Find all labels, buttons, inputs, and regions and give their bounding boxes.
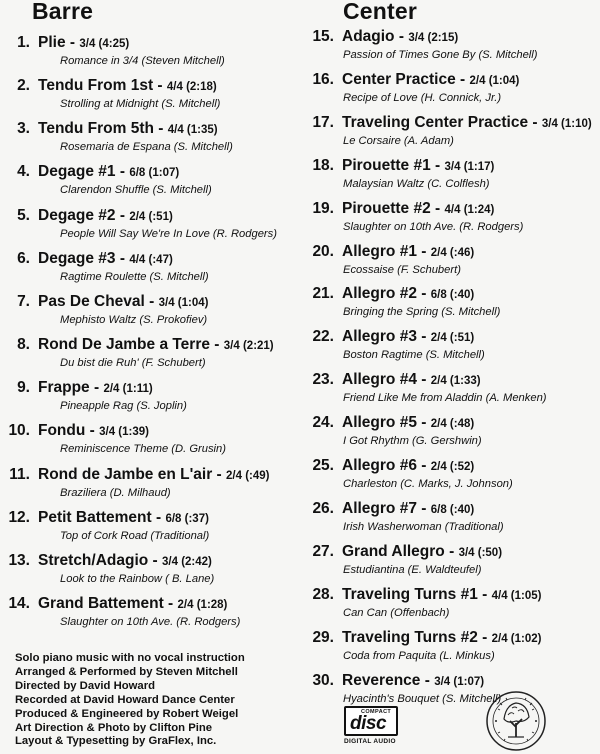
track-separator: - <box>416 242 431 260</box>
track-name: Allegro #1 <box>342 242 417 260</box>
track-separator: - <box>115 163 130 181</box>
track-meter-duration: 3/4 (1:39) <box>99 426 149 439</box>
track-title-line <box>312 541 502 563</box>
track-row <box>312 541 502 581</box>
track-piece-composer: Le Corsaire (A. Adam) <box>343 134 454 147</box>
track-separator: - <box>477 585 492 603</box>
track-title-line <box>312 584 541 606</box>
track-name: Pas De Cheval <box>38 292 145 310</box>
track-title-line <box>312 326 485 348</box>
track-piece-composer: Irish Washerwoman (Traditional) <box>343 520 504 533</box>
credit-line: Arranged & Performed by Steven Mitchell <box>15 665 238 678</box>
track-piece-composer: Romance in 3/4 (Steven Mitchell) <box>60 55 225 67</box>
track-row <box>4 420 226 460</box>
track-number: 14. <box>8 594 30 612</box>
track-piece-composer: Friend Like Me from Aladdin (A. Menken) <box>343 392 547 405</box>
track-name: Rond De Jambe a Terre <box>38 336 210 354</box>
track-meter-duration: 2/4 (:46) <box>430 246 475 259</box>
track-row <box>4 75 220 115</box>
track-name: Grand Allegro <box>342 542 445 560</box>
track-number: 13. <box>8 551 30 569</box>
track-number: 1. <box>17 34 30 51</box>
track-title-line <box>312 112 592 134</box>
track-name: Frappe <box>38 379 90 397</box>
track-row <box>4 161 212 201</box>
track-separator: - <box>85 422 100 440</box>
track-separator: - <box>416 371 431 389</box>
track-piece-composer: Bringing the Spring (S. Mitchell) <box>343 306 501 319</box>
track-meter-duration: 4/4 (1:05) <box>491 589 542 602</box>
track-title-line <box>312 69 519 91</box>
track-meter-duration: 4/4 (2:18) <box>166 81 217 94</box>
track-piece-composer: Rosemaria de Espana (S. Mitchell) <box>60 141 233 154</box>
track-meter-duration: 3/4 (2:42) <box>162 555 212 568</box>
track-number: 19. <box>312 199 334 217</box>
track-meter-duration: 2/4 (1:02) <box>491 632 542 645</box>
track-meter-duration: 3/4 (1:17) <box>444 160 495 173</box>
track-name: Adagio <box>342 28 395 45</box>
track-meter-duration: 2/4 (:52) <box>430 461 475 473</box>
track-number: 12. <box>8 508 30 526</box>
track-number: 18. <box>312 156 334 174</box>
track-name: Allegro #7 <box>342 499 417 517</box>
track-name: Stretch/Adagio <box>38 551 149 569</box>
track-separator: - <box>115 249 130 267</box>
credits-block <box>15 652 245 749</box>
track-title-line <box>4 75 220 97</box>
track-separator: - <box>210 336 224 354</box>
track-name: Degage #3 <box>38 249 116 267</box>
track-piece-composer: Ecossaise (F. Schubert) <box>343 263 461 276</box>
track-name: Degage #1 <box>38 163 116 181</box>
track-separator: - <box>416 457 431 474</box>
track-title-line <box>4 291 208 313</box>
track-separator: - <box>455 70 470 88</box>
track-row <box>312 627 541 667</box>
track-name: Rond de Jambe en L'air <box>38 465 213 483</box>
track-row <box>312 69 519 109</box>
track-name: Traveling Turns #2 <box>342 628 478 646</box>
track-piece-composer: Estudiantina (E. Waldteufel) <box>343 563 482 576</box>
track-number: 20. <box>312 242 334 260</box>
track-number: 21. <box>312 285 334 303</box>
track-piece-composer: Braziliera (D. Milhaud) <box>60 486 171 499</box>
compact-disc-logo-box <box>344 706 398 736</box>
track-number: 16. <box>312 70 334 88</box>
track-name: Tendu From 5th <box>38 120 154 138</box>
track-title-line <box>4 248 209 270</box>
track-row <box>4 118 233 158</box>
track-name: Plie <box>38 34 66 51</box>
track-name: Pirouette #1 <box>342 156 431 174</box>
track-name: Allegro #4 <box>342 371 417 389</box>
track-piece-composer: Top of Cork Road (Traditional) <box>60 529 210 542</box>
track-row <box>312 326 485 366</box>
track-number: 22. <box>312 328 334 346</box>
track-name: Tendu From 1st <box>38 77 154 95</box>
track-name: Reverence <box>342 671 421 689</box>
track-separator: - <box>153 77 167 95</box>
track-meter-duration: 3/4 (1:10) <box>541 117 592 130</box>
track-separator: - <box>420 671 435 689</box>
track-title-line <box>312 283 500 305</box>
track-meter-duration: 2/4 (1:04) <box>469 74 520 87</box>
track-name: Allegro #5 <box>342 414 417 432</box>
track-title-line <box>312 670 501 692</box>
track-piece-composer: Can Can (Offenbach) <box>343 606 450 619</box>
track-title-line <box>4 334 274 356</box>
track-title-line <box>4 420 226 442</box>
track-row <box>4 334 274 374</box>
track-piece-composer: Malaysian Waltz (C. Colflesh) <box>343 177 490 190</box>
track-name: Traveling Turns #1 <box>342 585 478 603</box>
track-separator: - <box>416 414 431 432</box>
track-row <box>4 593 240 633</box>
track-piece-composer: Look to the Rainbow ( B. Lane) <box>60 572 215 585</box>
track-number: 15. <box>312 28 334 45</box>
track-meter-duration: 2/4 (:51) <box>430 332 475 345</box>
center-heading: Center <box>343 0 418 24</box>
track-separator: - <box>115 206 130 224</box>
track-number: 17. <box>312 113 334 131</box>
track-meter-duration: 2/4 (:51) <box>129 210 173 223</box>
track-piece-composer: Ragtime Roulette (S. Mitchell) <box>60 270 209 283</box>
track-row <box>312 283 500 323</box>
track-separator: - <box>144 292 159 310</box>
track-title-line <box>312 26 538 48</box>
track-number: 4. <box>17 163 30 181</box>
track-separator: - <box>416 285 431 303</box>
track-title-line <box>4 205 277 227</box>
track-row <box>4 32 225 72</box>
track-row <box>312 241 474 281</box>
track-name: Traveling Center Practice <box>342 113 529 131</box>
track-separator: - <box>430 156 445 174</box>
track-meter-duration: 3/4 (1:07) <box>434 675 485 688</box>
track-number: 7. <box>17 292 30 310</box>
track-row <box>4 248 209 288</box>
track-row <box>312 112 592 152</box>
track-piece-composer: Strolling at Midnight (S. Mitchell) <box>60 98 221 111</box>
track-name: Petit Battement <box>38 508 152 526</box>
track-title-line <box>312 369 547 391</box>
track-separator: - <box>65 34 80 51</box>
track-title-line <box>4 593 240 615</box>
track-piece-composer: People Will Say We're In Love (R. Rodgers) <box>60 227 277 240</box>
track-row <box>4 377 187 417</box>
track-separator: - <box>528 113 542 131</box>
track-number: 27. <box>312 542 334 560</box>
track-meter-duration: 3/4 (2:15) <box>408 32 459 44</box>
track-piece-composer: Pineapple Rag (S. Joplin) <box>60 400 187 413</box>
track-number: 24. <box>312 414 334 432</box>
track-number: 9. <box>17 379 30 397</box>
credit-line: Recorded at David Howard Dance Center <box>15 693 235 706</box>
barre-heading: Barre <box>32 0 94 24</box>
track-piece-composer: Boston Ragtime (S. Mitchell) <box>343 349 485 362</box>
track-row <box>312 498 504 538</box>
track-meter-duration: 6/8 (:40) <box>430 289 475 302</box>
track-row <box>4 291 208 331</box>
track-number: 2. <box>17 77 30 95</box>
track-title-line <box>4 118 233 140</box>
track-number: 23. <box>312 371 334 389</box>
track-title-line <box>4 377 187 399</box>
track-row <box>312 584 541 624</box>
track-number: 30. <box>312 671 334 689</box>
credit-line: Solo piano music with no vocal instruction <box>15 652 245 664</box>
track-row <box>4 507 209 547</box>
track-piece-composer: Charleston (C. Marks, J. Johnson) <box>343 478 513 490</box>
track-title-line <box>4 507 209 529</box>
track-piece-composer: I Got Rhythm (G. Gershwin) <box>343 435 482 448</box>
track-number: 11. <box>9 465 30 483</box>
track-meter-duration: 6/8 (:37) <box>165 512 209 525</box>
track-row <box>4 464 269 504</box>
track-separator: - <box>416 328 431 346</box>
track-row <box>312 155 494 195</box>
track-meter-duration: 4/4 (1:24) <box>444 203 495 216</box>
track-name: Degage #2 <box>38 206 116 224</box>
track-row <box>4 550 214 590</box>
track-name: Center Practice <box>342 70 456 88</box>
track-separator: - <box>89 379 104 397</box>
track-separator: - <box>153 120 168 138</box>
track-piece-composer: Reminiscence Theme (D. Grusin) <box>60 443 226 456</box>
track-separator: - <box>151 508 166 526</box>
track-number: 26. <box>312 499 334 517</box>
track-piece-composer: Passion of Times Gone By (S. Mitchell) <box>343 49 538 61</box>
track-title-line <box>312 155 494 177</box>
track-row <box>312 369 547 409</box>
track-meter-duration: 6/8 (:40) <box>430 503 475 516</box>
track-title-line <box>4 161 212 183</box>
track-title-line <box>4 32 225 54</box>
track-piece-composer: Mephisto Waltz (S. Prokofiev) <box>60 313 208 326</box>
track-number: 28. <box>312 585 334 603</box>
track-title-line <box>4 464 269 486</box>
track-meter-duration: 4/4 (1:35) <box>167 124 218 137</box>
track-title-line <box>312 198 523 220</box>
track-name: Grand Battement <box>38 594 164 612</box>
track-row <box>312 455 513 495</box>
track-meter-duration: 3/4 (2:21) <box>223 340 274 353</box>
compact-label: COMPACT <box>361 709 392 715</box>
track-meter-duration: 2/4 (1:28) <box>177 598 228 611</box>
track-number: 3. <box>17 120 30 138</box>
track-separator: - <box>416 499 431 517</box>
track-meter-duration: 3/4 (4:25) <box>79 38 130 50</box>
track-separator: - <box>430 199 445 217</box>
track-title-line <box>312 498 504 520</box>
track-separator: - <box>212 465 227 483</box>
track-number: 29. <box>312 628 334 646</box>
credit-line: Produced & Engineered by Robert Weigel <box>15 707 239 720</box>
track-piece-composer: Slaughter on 10th Ave. (R. Rodgers) <box>343 220 524 233</box>
track-row <box>312 26 538 66</box>
track-piece-composer: Recipe of Love (H. Connick, Jr.) <box>343 91 502 104</box>
compact-disc-logo <box>344 706 402 750</box>
track-name: Pirouette #2 <box>342 199 431 217</box>
track-meter-duration: 3/4 (:50) <box>458 546 503 559</box>
track-title-line <box>312 455 513 477</box>
disc-label: disc <box>350 713 387 734</box>
track-name: Allegro #3 <box>342 328 417 346</box>
tree-seal-icon <box>484 689 548 753</box>
credit-line: Layout & Typesetting by GraFlex, Inc. <box>15 735 217 748</box>
track-number: 8. <box>17 336 30 354</box>
track-title-line <box>312 412 482 434</box>
track-separator: - <box>477 628 492 646</box>
track-title-line <box>312 241 474 263</box>
track-separator: - <box>444 542 459 560</box>
track-piece-composer: Clarendon Shuffle (S. Mitchell) <box>60 184 212 197</box>
track-number: 10. <box>8 422 30 440</box>
track-meter-duration: 2/4 (1:33) <box>430 375 481 388</box>
track-name: Fondu <box>38 422 86 440</box>
digital-audio-label: DIGITAL AUDIO <box>344 738 396 745</box>
track-separator: - <box>148 551 163 569</box>
track-row <box>312 412 482 452</box>
track-name: Allegro #6 <box>342 457 417 474</box>
track-meter-duration: 3/4 (1:04) <box>158 296 209 309</box>
track-title-line <box>312 627 541 649</box>
track-meter-duration: 2/4 (:49) <box>226 469 270 482</box>
track-meter-duration: 2/4 (1:11) <box>103 383 153 396</box>
track-piece-composer: Hyacinth's Bouquet (S. Mitchell) <box>343 692 502 705</box>
track-name: Allegro #2 <box>342 285 417 303</box>
track-piece-composer: Slaughter on 10th Ave. (R. Rodgers) <box>60 615 241 628</box>
credit-line: Directed by David Howard <box>15 679 155 692</box>
track-title-line <box>4 550 214 572</box>
track-meter-duration: 4/4 (:47) <box>129 253 173 266</box>
track-row <box>312 670 501 710</box>
credit-line: Art Direction & Photo by Clifton Pine <box>15 721 213 734</box>
track-number: 25. <box>312 457 334 474</box>
track-meter-duration: 6/8 (1:07) <box>129 167 180 180</box>
track-number: 5. <box>17 206 30 224</box>
track-row <box>4 205 277 245</box>
track-number: 6. <box>17 249 30 267</box>
track-row <box>312 198 523 238</box>
track-meter-duration: 2/4 (:48) <box>430 418 475 431</box>
track-separator: - <box>163 594 178 612</box>
track-piece-composer: Coda from Paquita (L. Minkus) <box>343 649 495 662</box>
track-piece-composer: Du bist die Ruh' (F. Schubert) <box>60 357 206 370</box>
track-separator: - <box>394 28 409 45</box>
